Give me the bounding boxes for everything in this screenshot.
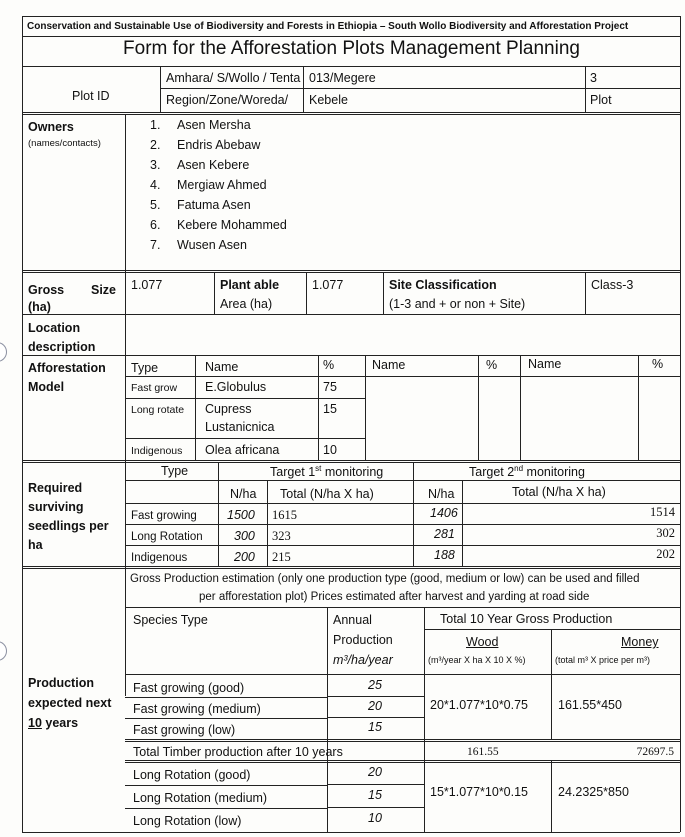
owner-name: Wusen Asen (177, 238, 247, 252)
production-annual: 10 (368, 811, 382, 825)
seedlings-header-target2: Target 2nd monitoring (469, 464, 585, 480)
production-money-formula: 161.55*450 (558, 698, 622, 712)
production-header-annual-unit: m³/ha/year (333, 653, 393, 667)
seedlings-type: Long Rotation (131, 531, 203, 543)
list-number: 3. (150, 158, 161, 172)
gross-value: 1.077 (131, 278, 163, 292)
seedlings-total-2: 202 (656, 547, 675, 561)
form-title: Form for the Afforestation Plots Management Planning (123, 38, 580, 59)
model-name-cont: Lustanicnica (205, 420, 275, 434)
seedlings-header-target1: Target 1st monitoring (270, 464, 384, 480)
total-timber-label: Total Timber production after 10 years (133, 745, 343, 759)
list-number: 6. (150, 218, 161, 232)
model-header-name-2: Name (372, 358, 406, 372)
plot-value: 3 (590, 71, 597, 85)
list-number: 2. (150, 138, 161, 152)
production-species: Long Rotation (medium) (133, 791, 268, 805)
owners-label: Owners (28, 120, 74, 134)
location-label-2: description (28, 340, 96, 354)
plot-id-label: Plot ID (72, 89, 110, 103)
production-annual: 15 (368, 720, 382, 734)
list-number: 5. (150, 198, 161, 212)
total-money-value: 72697.5 (636, 746, 674, 758)
model-pct: 75 (323, 380, 337, 394)
seedlings-header-total-2: Total (N/ha X ha) (512, 485, 606, 499)
owners-sublabel: (names/contacts) (28, 138, 101, 149)
production-species: Fast growing (good) (133, 681, 245, 695)
model-name: Olea africana (205, 443, 280, 457)
model-label: Afforestation (28, 361, 106, 375)
seedlings-label-2: surviving (28, 500, 84, 514)
site-classification-sublabel: (1-3 and + or non + Site) (389, 297, 526, 311)
production-header-wood-formula: (m³/year X ha X 10 X %) (428, 655, 526, 665)
location-label: Location (28, 321, 81, 335)
seedlings-nha-1: 1500 (227, 508, 255, 522)
total-wood-value: 161.55 (467, 746, 499, 758)
production-header-total: Total 10 Year Gross Production (440, 612, 613, 626)
production-label: Production (28, 676, 94, 690)
owner-name: Mergiaw Ahmed (177, 178, 267, 192)
model-name: E.Globulus (205, 380, 267, 394)
production-wood-formula: 15*1.077*10*0.15 (430, 785, 529, 799)
model-type: Indigenous (131, 445, 183, 457)
plot-label: Plot (590, 93, 612, 107)
seedlings-nha-2: 281 (434, 527, 455, 541)
seedlings-nha-1: 300 (234, 529, 255, 543)
plantable-sublabel: Area (ha) (220, 297, 273, 311)
owner-name: Kebere Mohammed (177, 218, 287, 232)
model-pct: 15 (323, 402, 337, 416)
seedlings-nha-2: 188 (434, 548, 455, 562)
production-header-money-formula: (total m³ X price per m³) (555, 655, 651, 665)
list-number: 1. (150, 118, 161, 132)
seedlings-total-2: 302 (656, 526, 675, 540)
model-type: Fast grow (131, 382, 178, 394)
seedlings-header-nha: N/ha (230, 487, 257, 501)
model-header-type: Type (131, 361, 159, 375)
production-annual: 20 (368, 765, 382, 779)
production-species: Long Rotation (good) (133, 768, 251, 782)
production-label-3: 10 years (28, 716, 79, 730)
owner-name: Asen Mersha (177, 118, 251, 132)
model-pct: 10 (323, 443, 337, 457)
model-label-2: Model (28, 380, 65, 394)
production-wood-formula: 20*1.077*10*0.75 (430, 698, 529, 712)
plantable-value: 1.077 (312, 278, 344, 292)
region-value: Amhara/ S/Wollo / Tenta (166, 71, 301, 85)
list-number: 4. (150, 178, 161, 192)
seedlings-total-1: 215 (272, 550, 291, 564)
production-label-2: expected next (28, 696, 112, 710)
production-header-money: Money (621, 635, 659, 649)
punch-hole-icon (0, 342, 7, 362)
seedlings-type: Fast growing (131, 510, 197, 522)
production-header-annual-2: Production (333, 633, 393, 647)
production-money-formula: 24.2325*850 (558, 785, 629, 799)
site-classification-value: Class-3 (591, 278, 634, 292)
production-species: Fast growing (low) (133, 723, 236, 737)
gross-label-unit: (ha) (28, 300, 51, 314)
seedlings-label: Required (28, 481, 83, 495)
model-type: Long rotate (131, 404, 185, 416)
seedlings-header-type: Type (161, 464, 189, 478)
owner-name: Endris Abebaw (177, 138, 261, 152)
seedlings-nha-1: 200 (234, 550, 255, 564)
seedlings-header-total: Total (N/ha X ha) (280, 487, 374, 501)
model-name: Cupress (205, 402, 252, 416)
punch-hole-icon (0, 641, 7, 661)
list-number: 7. (150, 238, 161, 252)
seedlings-total-1: 323 (272, 529, 291, 543)
model-header-name-3: Name (528, 357, 562, 371)
seedlings-label-4: ha (28, 538, 43, 552)
model-header-pct-3: % (652, 357, 664, 371)
gross-label-size: Size (91, 283, 117, 297)
seedlings-header-nha-2: N/ha (428, 487, 455, 501)
production-annual: 25 (368, 678, 382, 692)
production-species: Long Rotation (low) (133, 814, 242, 828)
production-header-wood: Wood (466, 635, 499, 649)
seedlings-label-3: seedlings per (28, 519, 109, 533)
production-species: Fast growing (medium) (133, 702, 261, 716)
seedlings-type: Indigenous (131, 552, 188, 564)
seedlings-nha-2: 1406 (430, 506, 458, 520)
production-note-2: per afforestation plot) Prices estimated after harvest and yarding at road side (199, 591, 590, 603)
model-header-name: Name (205, 360, 239, 374)
site-classification-label: Site Classification (389, 278, 497, 292)
production-header-species: Species Type (133, 613, 208, 627)
seedlings-total-1: 1615 (272, 508, 297, 522)
region-label: Region/Zone/Woreda/ (166, 93, 289, 107)
kebele-label: Kebele (309, 93, 348, 107)
model-header-pct: % (323, 358, 335, 372)
owner-name: Asen Kebere (177, 158, 250, 172)
production-annual: 15 (368, 788, 382, 802)
seedlings-total-2: 1514 (650, 505, 675, 519)
owner-name: Fatuma Asen (177, 198, 251, 212)
kebele-value: 013/Megere (309, 71, 376, 85)
production-header-annual: Annual (333, 613, 372, 627)
production-annual: 20 (368, 699, 382, 713)
gross-label: Gross (28, 283, 65, 297)
model-header-pct-2: % (486, 358, 498, 372)
plantable-label: Plant able (220, 278, 280, 292)
project-title: Conservation and Sustainable Use of Biodiversity and Forests in Ethiopia – South Wollo Biodiversity and Afforestation Project (27, 21, 629, 32)
production-note: Gross Production estimation (only one production type (good, medium or low) can be used and filled (130, 573, 640, 585)
